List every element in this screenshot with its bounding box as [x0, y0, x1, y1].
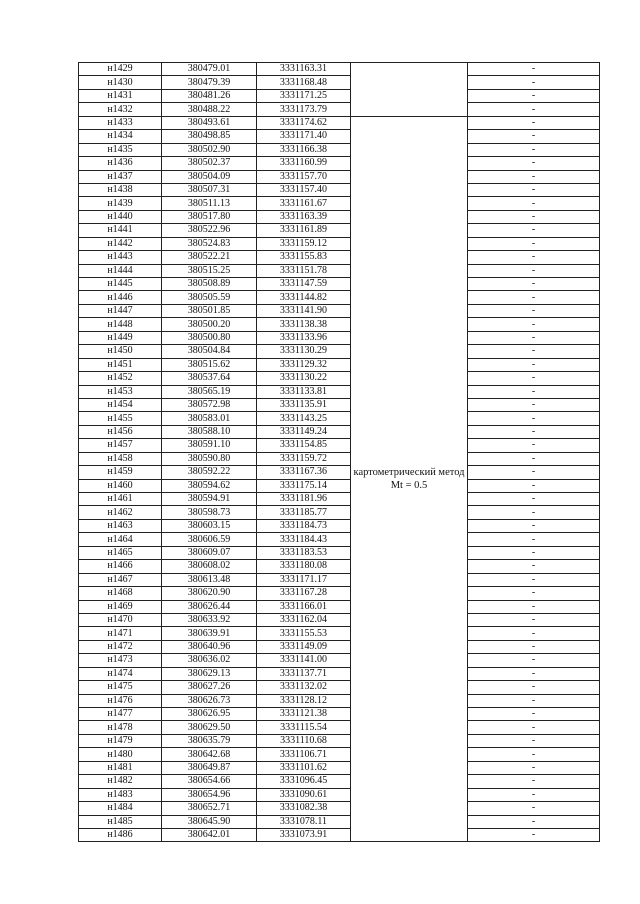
y-coordinate-cell: 3331090.61: [257, 788, 351, 801]
x-coordinate-cell: 380500.20: [162, 318, 257, 331]
point-id-cell: н1452: [79, 372, 162, 385]
error-cell: -: [468, 89, 600, 102]
table-row: [79, 533, 600, 546]
table-row: [79, 613, 600, 626]
table-row: [79, 788, 600, 801]
y-coordinate-cell: 3331159.72: [257, 452, 351, 465]
x-coordinate-cell: 380505.59: [162, 291, 257, 304]
table-row: [79, 600, 600, 613]
x-coordinate-cell: 380635.79: [162, 734, 257, 747]
table-row: [79, 157, 600, 170]
point-id-cell: н1436: [79, 157, 162, 170]
error-cell: -: [468, 721, 600, 734]
method-cell: картометрический метод Mt = 0.5: [351, 116, 468, 842]
y-coordinate-cell: 3331166.38: [257, 143, 351, 156]
error-cell: -: [468, 251, 600, 264]
y-coordinate-cell: 3331101.62: [257, 761, 351, 774]
table-row: [79, 63, 600, 76]
y-coordinate-cell: 3331147.59: [257, 278, 351, 291]
point-id-cell: н1447: [79, 304, 162, 317]
y-coordinate-cell: 3331163.31: [257, 63, 351, 76]
point-id-cell: н1473: [79, 654, 162, 667]
y-coordinate-cell: 3331144.82: [257, 291, 351, 304]
point-id-cell: н1470: [79, 613, 162, 626]
x-coordinate-cell: 380629.13: [162, 667, 257, 680]
error-cell: -: [468, 775, 600, 788]
error-cell: -: [468, 452, 600, 465]
x-coordinate-cell: 380479.39: [162, 76, 257, 89]
y-coordinate-cell: 3331135.91: [257, 398, 351, 411]
y-coordinate-cell: 3331141.90: [257, 304, 351, 317]
x-coordinate-cell: 380594.91: [162, 493, 257, 506]
point-id-cell: н1467: [79, 573, 162, 586]
x-coordinate-cell: 380481.26: [162, 89, 257, 102]
x-coordinate-cell: 380524.83: [162, 237, 257, 250]
table-row: [79, 304, 600, 317]
error-cell: -: [468, 560, 600, 573]
x-coordinate-cell: 380507.31: [162, 183, 257, 196]
y-coordinate-cell: 3331132.02: [257, 681, 351, 694]
table-row: [79, 385, 600, 398]
y-coordinate-cell: 3331151.78: [257, 264, 351, 277]
table-row: [79, 224, 600, 237]
point-id-cell: н1477: [79, 708, 162, 721]
error-cell: -: [468, 573, 600, 586]
y-coordinate-cell: 3331128.12: [257, 694, 351, 707]
x-coordinate-cell: 380627.26: [162, 681, 257, 694]
error-cell: -: [468, 318, 600, 331]
y-coordinate-cell: 3331082.38: [257, 802, 351, 815]
x-coordinate-cell: 380498.85: [162, 130, 257, 143]
y-coordinate-cell: 3331129.32: [257, 358, 351, 371]
x-coordinate-cell: 380620.90: [162, 587, 257, 600]
table-row: [79, 251, 600, 264]
x-coordinate-cell: 380598.73: [162, 506, 257, 519]
table-row: [79, 372, 600, 385]
table-row: [79, 775, 600, 788]
error-cell: -: [468, 157, 600, 170]
x-coordinate-cell: 380591.10: [162, 439, 257, 452]
y-coordinate-cell: 3331121.38: [257, 708, 351, 721]
point-id-cell: н1441: [79, 224, 162, 237]
x-coordinate-cell: 380642.68: [162, 748, 257, 761]
method-cell-empty: [351, 63, 468, 117]
y-coordinate-cell: 3331096.45: [257, 775, 351, 788]
y-coordinate-cell: 3331143.25: [257, 412, 351, 425]
table-row: [79, 466, 600, 479]
x-coordinate-cell: 380603.15: [162, 519, 257, 532]
y-coordinate-cell: 3331168.48: [257, 76, 351, 89]
error-cell: -: [468, 667, 600, 680]
table-row: [79, 425, 600, 438]
x-coordinate-cell: 380511.13: [162, 197, 257, 210]
error-cell: -: [468, 210, 600, 223]
y-coordinate-cell: 3331171.40: [257, 130, 351, 143]
y-coordinate-cell: 3331185.77: [257, 506, 351, 519]
error-cell: -: [468, 345, 600, 358]
x-coordinate-cell: 380515.25: [162, 264, 257, 277]
point-id-cell: н1456: [79, 425, 162, 438]
point-id-cell: н1471: [79, 627, 162, 640]
point-id-cell: н1484: [79, 802, 162, 815]
error-cell: -: [468, 694, 600, 707]
point-id-cell: н1443: [79, 251, 162, 264]
y-coordinate-cell: 3331163.39: [257, 210, 351, 223]
error-cell: -: [468, 640, 600, 653]
y-coordinate-cell: 3331155.53: [257, 627, 351, 640]
y-coordinate-cell: 3331184.43: [257, 533, 351, 546]
point-id-cell: н1465: [79, 546, 162, 559]
point-id-cell: н1479: [79, 734, 162, 747]
x-coordinate-cell: 380639.91: [162, 627, 257, 640]
table-row: [79, 331, 600, 344]
table-row: [79, 358, 600, 371]
point-id-cell: н1459: [79, 466, 162, 479]
x-coordinate-cell: 380606.59: [162, 533, 257, 546]
error-cell: -: [468, 708, 600, 721]
y-coordinate-cell: 3331171.25: [257, 89, 351, 102]
error-cell: -: [468, 533, 600, 546]
error-cell: -: [468, 130, 600, 143]
x-coordinate-cell: 380515.62: [162, 358, 257, 371]
y-coordinate-cell: 3331180.08: [257, 560, 351, 573]
x-coordinate-cell: 380613.48: [162, 573, 257, 586]
error-cell: -: [468, 197, 600, 210]
error-cell: -: [468, 183, 600, 196]
x-coordinate-cell: 380645.90: [162, 815, 257, 828]
x-coordinate-cell: 380517.80: [162, 210, 257, 223]
error-cell: -: [468, 398, 600, 411]
point-id-cell: н1432: [79, 103, 162, 116]
point-id-cell: н1434: [79, 130, 162, 143]
y-coordinate-cell: 3331157.70: [257, 170, 351, 183]
x-coordinate-cell: 380493.61: [162, 116, 257, 129]
error-cell: -: [468, 681, 600, 694]
point-id-cell: н1472: [79, 640, 162, 653]
y-coordinate-cell: 3331133.81: [257, 385, 351, 398]
x-coordinate-cell: 380633.92: [162, 613, 257, 626]
error-cell: -: [468, 600, 600, 613]
table-row: [79, 452, 600, 465]
y-coordinate-cell: 3331161.89: [257, 224, 351, 237]
y-coordinate-cell: 3331159.12: [257, 237, 351, 250]
y-coordinate-cell: 3331133.96: [257, 331, 351, 344]
y-coordinate-cell: 3331161.67: [257, 197, 351, 210]
error-cell: -: [468, 264, 600, 277]
y-coordinate-cell: 3331141.00: [257, 654, 351, 667]
point-id-cell: н1430: [79, 76, 162, 89]
table-row: [79, 345, 600, 358]
table-row: [79, 412, 600, 425]
error-cell: -: [468, 761, 600, 774]
point-id-cell: н1455: [79, 412, 162, 425]
table-row: [79, 654, 600, 667]
error-cell: -: [468, 654, 600, 667]
table-row: [79, 721, 600, 734]
table-row: [79, 291, 600, 304]
table-row: [79, 708, 600, 721]
table-row: [79, 170, 600, 183]
error-cell: -: [468, 385, 600, 398]
x-coordinate-cell: 380488.22: [162, 103, 257, 116]
error-cell: -: [468, 479, 600, 492]
point-id-cell: н1462: [79, 506, 162, 519]
error-cell: -: [468, 76, 600, 89]
error-cell: -: [468, 237, 600, 250]
x-coordinate-cell: 380504.09: [162, 170, 257, 183]
table-row: [79, 802, 600, 815]
table-row: [79, 627, 600, 640]
point-id-cell: н1466: [79, 560, 162, 573]
error-cell: -: [468, 734, 600, 747]
point-id-cell: н1464: [79, 533, 162, 546]
error-cell: -: [468, 587, 600, 600]
table-row: [79, 815, 600, 828]
y-coordinate-cell: 3331115.54: [257, 721, 351, 734]
table-row: [79, 210, 600, 223]
coordinates-table-body: [79, 63, 600, 842]
point-id-cell: н1449: [79, 331, 162, 344]
y-coordinate-cell: 3331167.36: [257, 466, 351, 479]
x-coordinate-cell: 380500.80: [162, 331, 257, 344]
error-cell: -: [468, 331, 600, 344]
x-coordinate-cell: 380629.50: [162, 721, 257, 734]
table-row: [79, 734, 600, 747]
x-coordinate-cell: 380502.37: [162, 157, 257, 170]
table-row: [79, 667, 600, 680]
table-row: [79, 264, 600, 277]
x-coordinate-cell: 380626.95: [162, 708, 257, 721]
point-id-cell: н1445: [79, 278, 162, 291]
error-cell: -: [468, 372, 600, 385]
table-row: [79, 278, 600, 291]
point-id-cell: н1469: [79, 600, 162, 613]
point-id-cell: н1485: [79, 815, 162, 828]
x-coordinate-cell: 380654.96: [162, 788, 257, 801]
x-coordinate-cell: 380590.80: [162, 452, 257, 465]
x-coordinate-cell: 380504.84: [162, 345, 257, 358]
point-id-cell: н1460: [79, 479, 162, 492]
error-cell: -: [468, 143, 600, 156]
table-row: [79, 519, 600, 532]
point-id-cell: н1454: [79, 398, 162, 411]
x-coordinate-cell: 380652.71: [162, 802, 257, 815]
x-coordinate-cell: 380583.01: [162, 412, 257, 425]
error-cell: -: [468, 466, 600, 479]
error-cell: -: [468, 358, 600, 371]
point-id-cell: н1475: [79, 681, 162, 694]
point-id-cell: н1442: [79, 237, 162, 250]
x-coordinate-cell: 380609.07: [162, 546, 257, 559]
table-row: [79, 130, 600, 143]
y-coordinate-cell: 3331167.28: [257, 587, 351, 600]
table-row: [79, 439, 600, 452]
error-cell: -: [468, 103, 600, 116]
table-row: [79, 640, 600, 653]
x-coordinate-cell: 380565.19: [162, 385, 257, 398]
y-coordinate-cell: 3331166.01: [257, 600, 351, 613]
y-coordinate-cell: 3331137.71: [257, 667, 351, 680]
point-id-cell: н1468: [79, 587, 162, 600]
point-id-cell: н1480: [79, 748, 162, 761]
x-coordinate-cell: 380649.87: [162, 761, 257, 774]
x-coordinate-cell: 380626.73: [162, 694, 257, 707]
x-coordinate-cell: 380636.02: [162, 654, 257, 667]
table-row: [79, 398, 600, 411]
x-coordinate-cell: 380642.01: [162, 828, 257, 841]
point-id-cell: н1482: [79, 775, 162, 788]
table-row: [79, 761, 600, 774]
point-id-cell: н1457: [79, 439, 162, 452]
y-coordinate-cell: 3331149.24: [257, 425, 351, 438]
table-row: [79, 694, 600, 707]
error-cell: -: [468, 506, 600, 519]
y-coordinate-cell: 3331130.22: [257, 372, 351, 385]
y-coordinate-cell: 3331130.29: [257, 345, 351, 358]
error-cell: -: [468, 425, 600, 438]
point-id-cell: н1446: [79, 291, 162, 304]
x-coordinate-cell: 380654.66: [162, 775, 257, 788]
error-cell: -: [468, 63, 600, 76]
error-cell: -: [468, 291, 600, 304]
point-id-cell: н1486: [79, 828, 162, 841]
x-coordinate-cell: 380640.96: [162, 640, 257, 653]
x-coordinate-cell: 380501.85: [162, 304, 257, 317]
table-row: [79, 183, 600, 196]
x-coordinate-cell: 380572.98: [162, 398, 257, 411]
table-row: [79, 103, 600, 116]
table-row: [79, 318, 600, 331]
table-row: [79, 197, 600, 210]
point-id-cell: н1439: [79, 197, 162, 210]
point-id-cell: н1435: [79, 143, 162, 156]
point-id-cell: н1481: [79, 761, 162, 774]
table-row: [79, 479, 600, 492]
x-coordinate-cell: 380592.22: [162, 466, 257, 479]
error-cell: -: [468, 116, 600, 129]
table-row: [79, 560, 600, 573]
error-cell: -: [468, 627, 600, 640]
x-coordinate-cell: 380522.96: [162, 224, 257, 237]
table-row: [79, 748, 600, 761]
y-coordinate-cell: 3331173.79: [257, 103, 351, 116]
y-coordinate-cell: 3331154.85: [257, 439, 351, 452]
table-row: [79, 76, 600, 89]
point-id-cell: н1433: [79, 116, 162, 129]
point-id-cell: н1437: [79, 170, 162, 183]
y-coordinate-cell: 3331149.09: [257, 640, 351, 653]
point-id-cell: н1440: [79, 210, 162, 223]
y-coordinate-cell: 3331171.17: [257, 573, 351, 586]
error-cell: -: [468, 412, 600, 425]
error-cell: -: [468, 788, 600, 801]
y-coordinate-cell: 3331183.53: [257, 546, 351, 559]
y-coordinate-cell: 3331073.91: [257, 828, 351, 841]
error-cell: -: [468, 802, 600, 815]
point-id-cell: н1431: [79, 89, 162, 102]
error-cell: -: [468, 519, 600, 532]
point-id-cell: н1474: [79, 667, 162, 680]
table-row: [79, 587, 600, 600]
point-id-cell: н1448: [79, 318, 162, 331]
x-coordinate-cell: 380594.62: [162, 479, 257, 492]
y-coordinate-cell: 3331078.11: [257, 815, 351, 828]
point-id-cell: н1429: [79, 63, 162, 76]
error-cell: -: [468, 170, 600, 183]
table-row: [79, 681, 600, 694]
point-id-cell: н1438: [79, 183, 162, 196]
x-coordinate-cell: 380608.02: [162, 560, 257, 573]
x-coordinate-cell: 380479.01: [162, 63, 257, 76]
table-row: [79, 506, 600, 519]
y-coordinate-cell: 3331174.62: [257, 116, 351, 129]
table-row: [79, 493, 600, 506]
error-cell: -: [468, 224, 600, 237]
error-cell: -: [468, 493, 600, 506]
y-coordinate-cell: 3331162.04: [257, 613, 351, 626]
table-row: [79, 116, 600, 129]
y-coordinate-cell: 3331106.71: [257, 748, 351, 761]
error-cell: -: [468, 439, 600, 452]
point-id-cell: н1476: [79, 694, 162, 707]
x-coordinate-cell: 380588.10: [162, 425, 257, 438]
point-id-cell: н1451: [79, 358, 162, 371]
table-row: [79, 828, 600, 841]
point-id-cell: н1478: [79, 721, 162, 734]
error-cell: -: [468, 828, 600, 841]
y-coordinate-cell: 3331160.99: [257, 157, 351, 170]
x-coordinate-cell: 380537.64: [162, 372, 257, 385]
y-coordinate-cell: 3331184.73: [257, 519, 351, 532]
y-coordinate-cell: 3331175.14: [257, 479, 351, 492]
error-cell: -: [468, 613, 600, 626]
y-coordinate-cell: 3331110.68: [257, 734, 351, 747]
point-id-cell: н1444: [79, 264, 162, 277]
table-row: [79, 143, 600, 156]
y-coordinate-cell: 3331138.38: [257, 318, 351, 331]
y-coordinate-cell: 3331157.40: [257, 183, 351, 196]
point-id-cell: н1463: [79, 519, 162, 532]
table-row: [79, 546, 600, 559]
x-coordinate-cell: 380522.21: [162, 251, 257, 264]
table-row: [79, 89, 600, 102]
y-coordinate-cell: 3331181.96: [257, 493, 351, 506]
point-id-cell: н1453: [79, 385, 162, 398]
x-coordinate-cell: 380508.89: [162, 278, 257, 291]
error-cell: -: [468, 815, 600, 828]
table-row: [79, 573, 600, 586]
x-coordinate-cell: 380626.44: [162, 600, 257, 613]
point-id-cell: н1458: [79, 452, 162, 465]
coordinates-table: [78, 62, 600, 842]
point-id-cell: н1461: [79, 493, 162, 506]
error-cell: -: [468, 748, 600, 761]
error-cell: -: [468, 546, 600, 559]
point-id-cell: н1483: [79, 788, 162, 801]
x-coordinate-cell: 380502.90: [162, 143, 257, 156]
error-cell: -: [468, 304, 600, 317]
y-coordinate-cell: 3331155.83: [257, 251, 351, 264]
error-cell: -: [468, 278, 600, 291]
point-id-cell: н1450: [79, 345, 162, 358]
table-row: [79, 237, 600, 250]
